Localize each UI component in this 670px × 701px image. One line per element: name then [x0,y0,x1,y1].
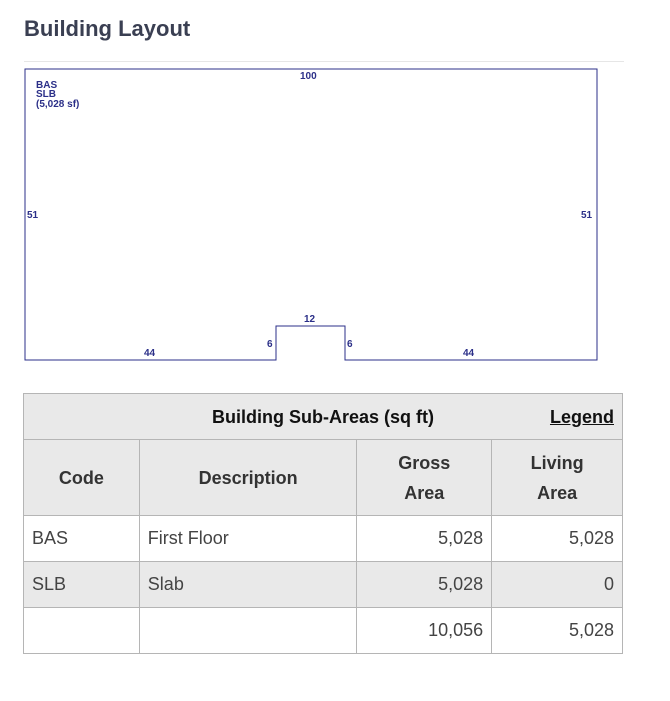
cell-code: SLB [24,562,140,608]
header-gross-line2: Area [404,482,445,503]
total-description [139,608,357,654]
cell-gross-area: 5,028 [357,562,492,608]
cell-gross-area: 5,028 [357,516,492,562]
dimension-notch-left: 6 [267,339,273,350]
header-description: Description [139,440,357,516]
legend-link[interactable]: Legend [549,407,614,427]
header-gross-area [357,440,492,516]
sketch-area-code-slb: SLB [36,89,56,100]
cell-code: BAS [24,516,140,562]
cell-description: First Floor [139,516,357,562]
sketch-area-size: (5,028 sf) [36,99,80,110]
header-living-line2: Area [537,482,578,503]
cell-description: Slab [139,562,357,608]
dimension-notch-top: 12 [304,314,316,325]
cell-living-area: 0 [492,562,623,608]
table-caption-cell [24,394,623,440]
header-gross-line1: Gross [398,452,451,473]
table-row [24,516,623,562]
dimension-bottom-left: 44 [144,348,156,359]
dimension-top: 100 [300,71,317,82]
header-living-area [492,440,623,516]
table-row [24,562,623,608]
header-living-line1: Living [530,452,584,473]
sub-areas-table [23,393,623,654]
total-gross-area: 10,056 [357,608,492,654]
dimension-bottom-right: 44 [463,348,475,359]
table-totals-row [24,608,623,654]
table-header-row [24,440,623,516]
header-code: Code [24,440,140,516]
page-title: Building Layout [24,16,191,41]
total-living-area: 5,028 [492,608,623,654]
dimension-notch-right: 6 [347,339,353,350]
dimension-right: 51 [581,210,593,221]
sketch-area-code-bas: BAS [36,80,58,91]
dimension-left: 51 [27,210,39,221]
cell-living-area: 5,028 [492,516,623,562]
table-caption: Building Sub-Areas (sq ft) [212,407,434,427]
table-caption-row [24,394,623,440]
total-code [24,608,140,654]
